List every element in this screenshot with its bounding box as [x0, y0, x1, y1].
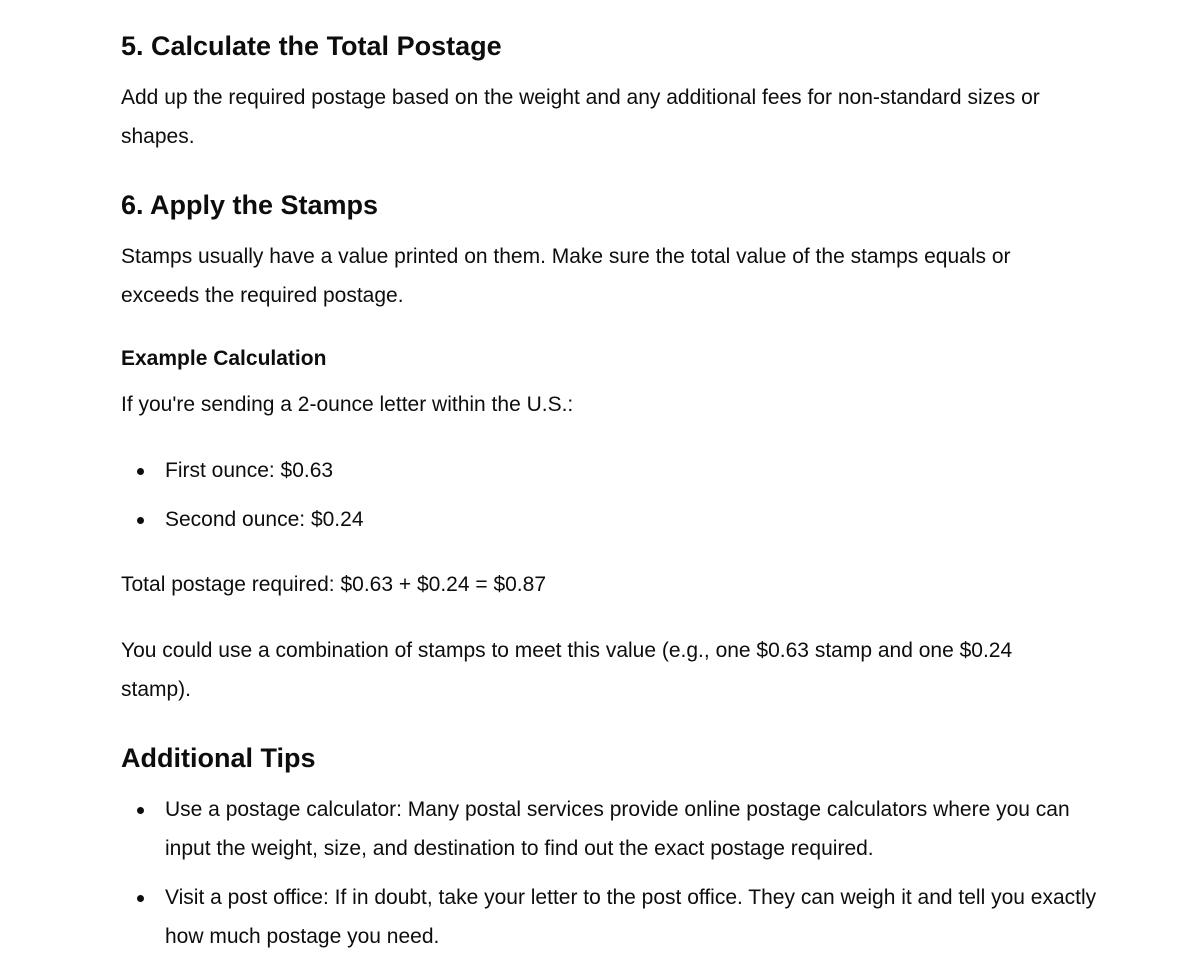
example-total: Total postage required: $0.63 + $0.24 = $0.87	[121, 573, 546, 596]
bullet-icon	[137, 517, 144, 524]
example-note: You could use a combination of stamps to meet this value (e.g., one $0.63 stamp and one $0.24 stamp).	[121, 639, 1013, 701]
section-6-heading: 6. Apply the Stamps	[121, 190, 379, 220]
bullet-icon	[137, 895, 144, 902]
tips-list	[121, 791, 1101, 956]
list-item-text: Second ounce: $0.24	[165, 507, 364, 531]
list-item	[121, 452, 1101, 491]
bullet-icon	[137, 468, 144, 475]
additional-tips-heading: Additional Tips	[121, 743, 316, 773]
section-5-heading: 5. Calculate the Total Postage	[121, 31, 502, 61]
list-item	[121, 791, 1101, 868]
section-5-body: Add up the required postage based on the weight and any additional fees for non-standard sizes or shapes.	[121, 86, 1040, 148]
list-item-text: First ounce: $0.63	[165, 459, 334, 482]
list-item	[121, 879, 1101, 956]
example-list	[121, 452, 1101, 539]
example-heading: Example Calculation	[121, 347, 327, 370]
list-item-text: Use a postage calculator: Many postal services provide online postage calculators where you can input the weight, size, and destination to find out the exact postage required.	[165, 798, 1070, 860]
bullet-icon	[137, 807, 144, 814]
example-intro: If you're sending a 2-ounce letter within the U.S.:	[121, 393, 574, 416]
section-6-body: Stamps usually have a value printed on them. Make sure the total value of the stamps equals or exceeds the required postage.	[121, 245, 1011, 307]
list-item-text: Visit a post office: If in doubt, take your letter to the post office. They can weigh it and tell you exactly how much postage you need.	[165, 886, 1097, 948]
list-item	[121, 501, 1101, 540]
